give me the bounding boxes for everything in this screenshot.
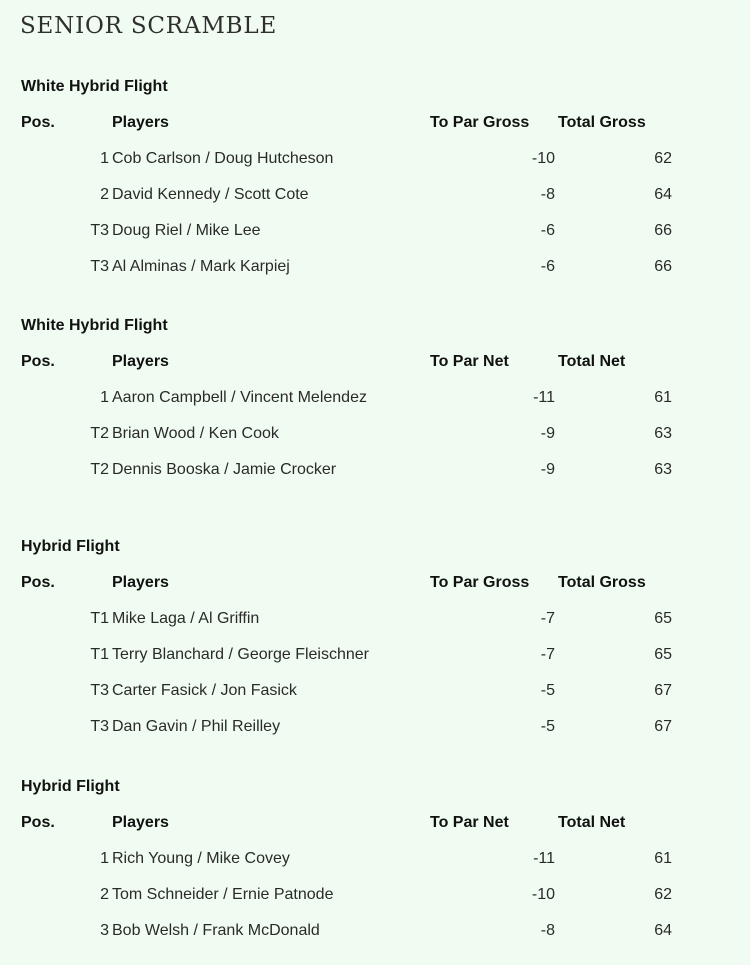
to-par-cell: -7 bbox=[540, 646, 555, 663]
total-header: Total Net bbox=[558, 353, 626, 370]
players-cell: Carter Fasick / Jon Fasick bbox=[112, 682, 297, 699]
to-par-cell: -9 bbox=[540, 461, 555, 478]
table-row bbox=[0, 150, 750, 186]
total-header: Total Gross bbox=[558, 574, 646, 591]
to-par-header: To Par Gross bbox=[430, 114, 530, 131]
table-row bbox=[0, 922, 750, 958]
column-header-row bbox=[0, 353, 750, 389]
players-cell: Aaron Campbell / Vincent Melendez bbox=[112, 389, 367, 406]
position-cell: T1 bbox=[90, 646, 109, 663]
position-cell: 1 bbox=[100, 850, 109, 867]
table-row bbox=[0, 718, 750, 754]
position-cell: T2 bbox=[90, 461, 109, 478]
table-row bbox=[0, 461, 750, 497]
total-cell: 62 bbox=[654, 886, 672, 903]
players-header: Players bbox=[112, 353, 169, 370]
total-cell: 66 bbox=[654, 222, 672, 239]
position-cell: 1 bbox=[100, 389, 109, 406]
total-cell: 61 bbox=[654, 850, 672, 867]
total-cell: 61 bbox=[654, 389, 672, 406]
flight-title: White Hybrid Flight bbox=[21, 317, 168, 334]
players-cell: Doug Riel / Mike Lee bbox=[112, 222, 261, 239]
flight-title: White Hybrid Flight bbox=[21, 78, 168, 95]
table-row bbox=[0, 850, 750, 886]
players-cell: David Kennedy / Scott Cote bbox=[112, 186, 309, 203]
position-cell: T3 bbox=[90, 718, 109, 735]
total-cell: 65 bbox=[654, 646, 672, 663]
position-cell: 3 bbox=[100, 922, 109, 939]
table-row bbox=[0, 646, 750, 682]
total-cell: 64 bbox=[654, 922, 672, 939]
position-cell: T1 bbox=[90, 610, 109, 627]
to-par-cell: -10 bbox=[531, 150, 555, 167]
position-cell: T2 bbox=[90, 425, 109, 442]
table-row bbox=[0, 389, 750, 425]
table-row bbox=[0, 258, 750, 294]
players-cell: Cob Carlson / Doug Hutcheson bbox=[112, 150, 334, 167]
table-row bbox=[0, 610, 750, 646]
to-par-cell: -6 bbox=[540, 222, 555, 239]
total-cell: 63 bbox=[654, 461, 672, 478]
table-row bbox=[0, 425, 750, 461]
table-row bbox=[0, 886, 750, 922]
to-par-header: To Par Gross bbox=[430, 574, 530, 591]
total-header: Total Gross bbox=[558, 114, 646, 131]
players-cell: Al Alminas / Mark Karpiej bbox=[112, 258, 290, 275]
table-row bbox=[0, 186, 750, 222]
column-header-row bbox=[0, 814, 750, 850]
position-cell: 2 bbox=[100, 186, 109, 203]
players-cell: Dan Gavin / Phil Reilley bbox=[112, 718, 281, 735]
players-cell: Brian Wood / Ken Cook bbox=[112, 425, 279, 442]
players-header: Players bbox=[112, 114, 169, 131]
pos-header: Pos. bbox=[21, 353, 55, 370]
to-par-cell: -9 bbox=[540, 425, 555, 442]
to-par-cell: -6 bbox=[540, 258, 555, 275]
total-cell: 65 bbox=[654, 610, 672, 627]
total-cell: 67 bbox=[654, 718, 672, 735]
to-par-cell: -11 bbox=[533, 850, 555, 867]
players-cell: Mike Laga / Al Griffin bbox=[112, 610, 260, 627]
to-par-header: To Par Net bbox=[430, 353, 509, 370]
pos-header: Pos. bbox=[21, 814, 55, 831]
players-cell: Terry Blanchard / George Fleischner bbox=[112, 646, 369, 663]
to-par-cell: -11 bbox=[533, 389, 555, 406]
total-cell: 66 bbox=[654, 258, 672, 275]
players-header: Players bbox=[112, 814, 169, 831]
to-par-header: To Par Net bbox=[430, 814, 509, 831]
to-par-cell: -5 bbox=[540, 718, 555, 735]
table-row bbox=[0, 222, 750, 258]
to-par-cell: -5 bbox=[540, 682, 555, 699]
page-title: SENIOR SCRAMBLE bbox=[20, 13, 278, 39]
players-cell: Bob Welsh / Frank McDonald bbox=[112, 922, 320, 939]
position-cell: T3 bbox=[90, 682, 109, 699]
column-header-row bbox=[0, 114, 750, 150]
position-cell: 1 bbox=[100, 150, 109, 167]
to-par-cell: -8 bbox=[540, 186, 555, 203]
players-cell: Rich Young / Mike Covey bbox=[112, 850, 290, 867]
total-header: Total Net bbox=[558, 814, 626, 831]
position-cell: 2 bbox=[100, 886, 109, 903]
position-cell: T3 bbox=[90, 222, 109, 239]
table-row bbox=[0, 682, 750, 718]
total-cell: 64 bbox=[654, 186, 672, 203]
players-header: Players bbox=[112, 574, 169, 591]
flight-title: Hybrid Flight bbox=[21, 538, 120, 555]
to-par-cell: -10 bbox=[531, 886, 555, 903]
to-par-cell: -7 bbox=[540, 610, 555, 627]
pos-header: Pos. bbox=[21, 574, 55, 591]
total-cell: 63 bbox=[654, 425, 672, 442]
players-cell: Dennis Booska / Jamie Crocker bbox=[112, 461, 337, 478]
position-cell: T3 bbox=[90, 258, 109, 275]
players-cell: Tom Schneider / Ernie Patnode bbox=[112, 886, 334, 903]
flight-title: Hybrid Flight bbox=[21, 778, 120, 795]
pos-header: Pos. bbox=[21, 114, 55, 131]
to-par-cell: -8 bbox=[540, 922, 555, 939]
total-cell: 67 bbox=[654, 682, 672, 699]
column-header-row bbox=[0, 574, 750, 610]
total-cell: 62 bbox=[654, 150, 672, 167]
